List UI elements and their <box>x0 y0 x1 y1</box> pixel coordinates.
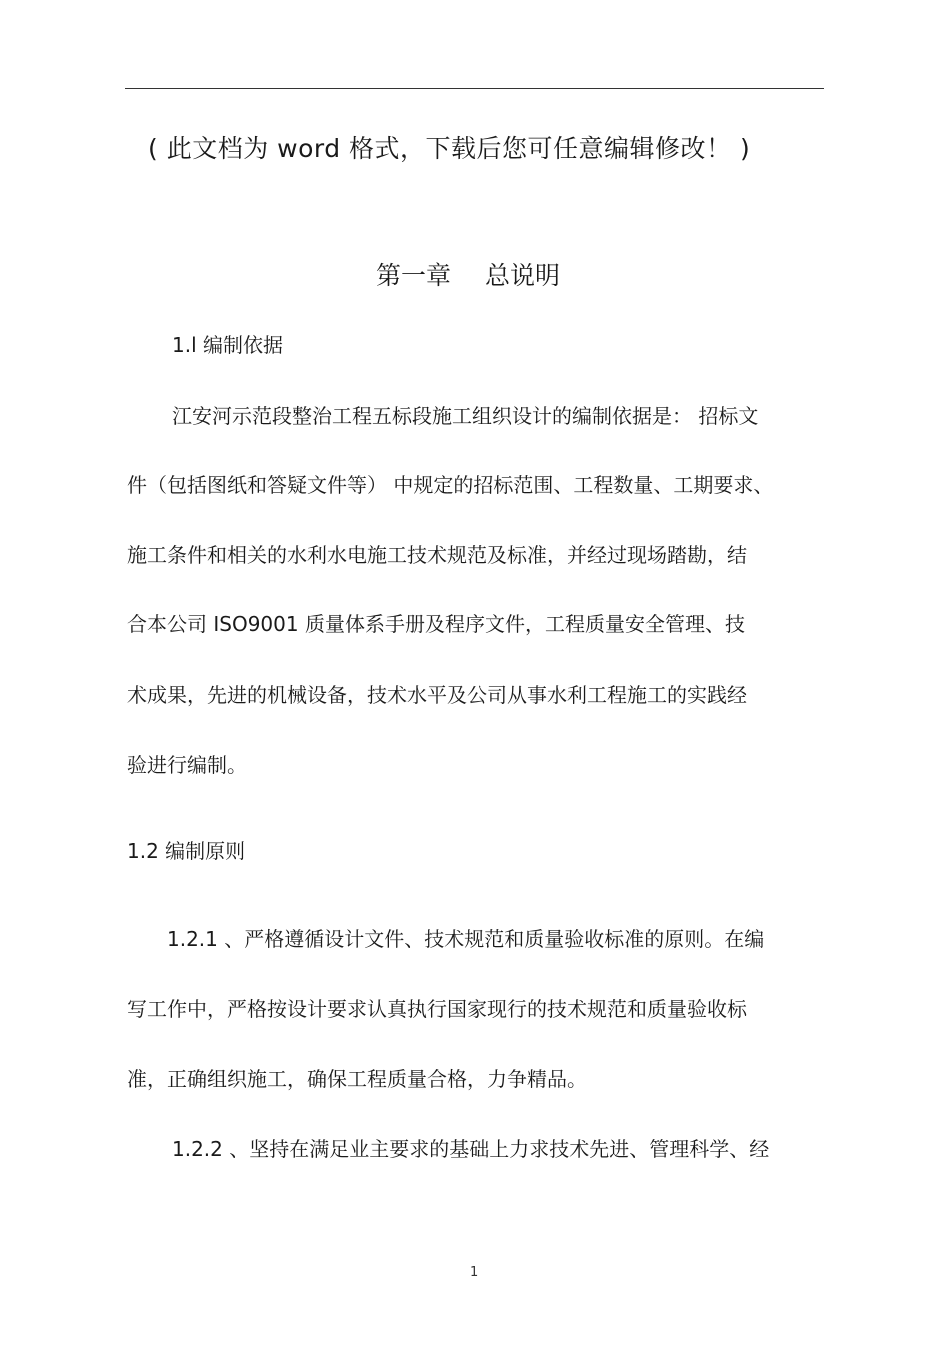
paragraph-line: 1.2.2 、坚持在满足业主要求的基础上力求技术先进、管理科学、经 <box>172 1137 770 1161</box>
paragraph-line: 合本公司 ISO9001 质量体系手册及程序文件，工程质量安全管理、技 <box>127 612 745 636</box>
paragraph-line: 验进行编制。 <box>127 753 247 777</box>
chapter-number: 第一章 <box>376 261 452 290</box>
chapter-heading <box>376 263 560 288</box>
section-heading-1-2: 1.2 编制原则 <box>127 839 246 863</box>
paragraph-line: 准，正确组织施工，确保工程质量合格，力争精品。 <box>127 1067 587 1091</box>
paragraph-line: 施工条件和相关的水利水电施工技术规范及标准，并经过现场踏勘，结 <box>127 543 747 567</box>
header-rule <box>125 88 824 89</box>
page-number: 1 <box>470 1265 479 1280</box>
section-heading-1-1: 1.l 编制依据 <box>172 333 283 357</box>
paragraph-line: 件（包括图纸和答疑文件等） 中规定的招标范围、工程数量、工期要求、 <box>127 473 774 497</box>
chapter-title: 总说明 <box>485 261 561 290</box>
format-note: ( 此文档为 word 格式，下载后您可任意编辑修改！ ) <box>148 134 751 163</box>
paragraph-line: 江安河示范段整治工程五标段施工组织设计的编制依据是： 招标文 <box>172 404 759 428</box>
paragraph-line: 1.2.1 、严格遵循设计文件、技术规范和质量验收标准的原则。在编 <box>167 927 765 951</box>
paragraph-line: 术成果，先进的机械设备，技术水平及公司从事水利工程施工的实践经 <box>127 683 747 707</box>
paragraph-line: 写工作中，严格按设计要求认真执行国家现行的技术规范和质量验收标 <box>127 997 747 1021</box>
